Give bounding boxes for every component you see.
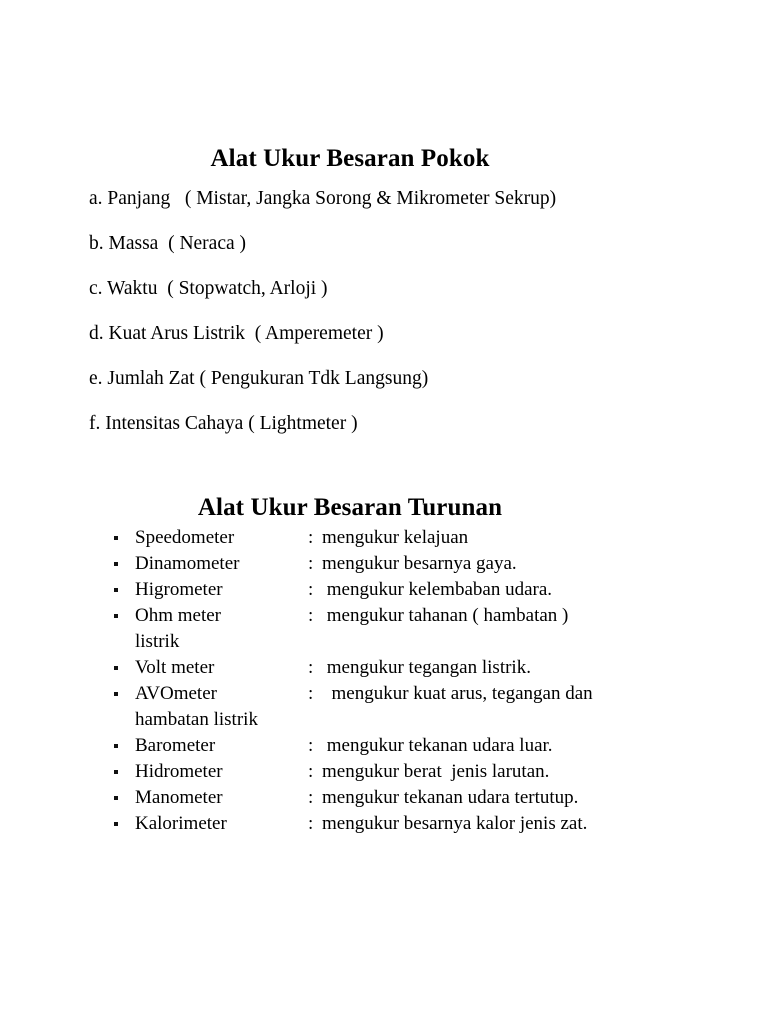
list-item [112, 655, 752, 681]
list-item-row [112, 681, 752, 707]
list-item [112, 733, 752, 759]
instrument-description: mengukur kelajuan [322, 527, 469, 548]
list-item-row [112, 577, 752, 603]
list-item-row [112, 525, 752, 551]
bullet-point-icon [114, 614, 118, 618]
instrument-name: Higrometer [135, 579, 223, 600]
list-item-row [112, 733, 752, 759]
bullet-point-icon [114, 796, 118, 800]
instrument-description: mengukur tegangan listrik. [322, 657, 531, 678]
instrument-name: Manometer [135, 787, 223, 808]
instrument-name: Kalorimeter [135, 813, 227, 834]
instrument-description: mengukur tekanan udara luar. [322, 735, 553, 756]
list-item-row [112, 811, 752, 837]
instrument-name-continuation: listrik [135, 631, 180, 652]
list-item [112, 603, 752, 655]
instrument-description: mengukur besarnya gaya. [322, 553, 517, 574]
list-item [112, 811, 752, 837]
list-item: f. Intensitas Cahaya ( Lightmeter ) [89, 413, 358, 434]
bullet-point-icon [114, 562, 118, 566]
bullet-point-icon [114, 770, 118, 774]
bullet-point-icon [114, 744, 118, 748]
list-item [112, 759, 752, 785]
instrument-description: mengukur besarnya kalor jenis zat. [322, 813, 588, 834]
separator-colon: : [308, 735, 314, 756]
instrument-name: Volt meter [135, 657, 215, 678]
list-item: e. Jumlah Zat ( Pengukuran Tdk Langsung) [89, 368, 429, 389]
besaran-turunan-list [112, 525, 752, 837]
list-item-row [112, 603, 752, 629]
separator-colon: : [308, 683, 314, 704]
instrument-name: Speedometer [135, 527, 235, 548]
bullet-point-icon [114, 822, 118, 826]
separator-colon: : [308, 527, 314, 548]
list-item-row [112, 759, 752, 785]
separator-colon: : [308, 605, 314, 626]
list-item: c. Waktu ( Stopwatch, Arloji ) [89, 278, 328, 299]
instrument-name-continuation: hambatan listrik [135, 709, 258, 730]
list-item-row [112, 785, 752, 811]
instrument-name: Ohm meter [135, 605, 222, 626]
separator-colon: : [308, 787, 314, 808]
list-item [112, 577, 752, 603]
bullet-point-icon [114, 536, 118, 540]
bullet-point-icon [114, 666, 118, 670]
bullet-point-icon [114, 692, 118, 696]
page-title-besaran-pokok: Alat Ukur Besaran Pokok [210, 144, 490, 172]
list-item-row [112, 655, 752, 681]
instrument-name: Dinamometer [135, 553, 240, 574]
instrument-name: AVOmeter [135, 683, 217, 704]
page-title-besaran-turunan: Alat Ukur Besaran Turunan [197, 493, 503, 521]
separator-colon: : [308, 579, 314, 600]
list-item [112, 551, 752, 577]
separator-colon: : [308, 761, 314, 782]
instrument-description: mengukur kelembaban udara. [322, 579, 553, 600]
list-item-row [112, 551, 752, 577]
bullet-point-icon [114, 588, 118, 592]
instrument-description: mengukur berat jenis larutan. [322, 761, 550, 782]
list-item [112, 785, 752, 811]
instrument-description: mengukur tekanan udara tertutup. [322, 787, 579, 808]
list-item [112, 525, 752, 551]
separator-colon: : [308, 657, 314, 678]
besaran-pokok-list [89, 176, 709, 446]
list-item: b. Massa ( Neraca ) [89, 233, 247, 254]
instrument-name: Hidrometer [135, 761, 223, 782]
instrument-name: Barometer [135, 735, 216, 756]
separator-colon: : [308, 813, 314, 834]
list-item: a. Panjang ( Mistar, Jangka Sorong & Mikrometer Sekrup) [89, 188, 557, 209]
instrument-description: mengukur tahanan ( hambatan ) [322, 605, 569, 626]
instrument-description: mengukur kuat arus, tegangan dan [322, 683, 593, 704]
separator-colon: : [308, 553, 314, 574]
list-item: d. Kuat Arus Listrik ( Amperemeter ) [89, 323, 384, 344]
list-item [112, 681, 752, 733]
